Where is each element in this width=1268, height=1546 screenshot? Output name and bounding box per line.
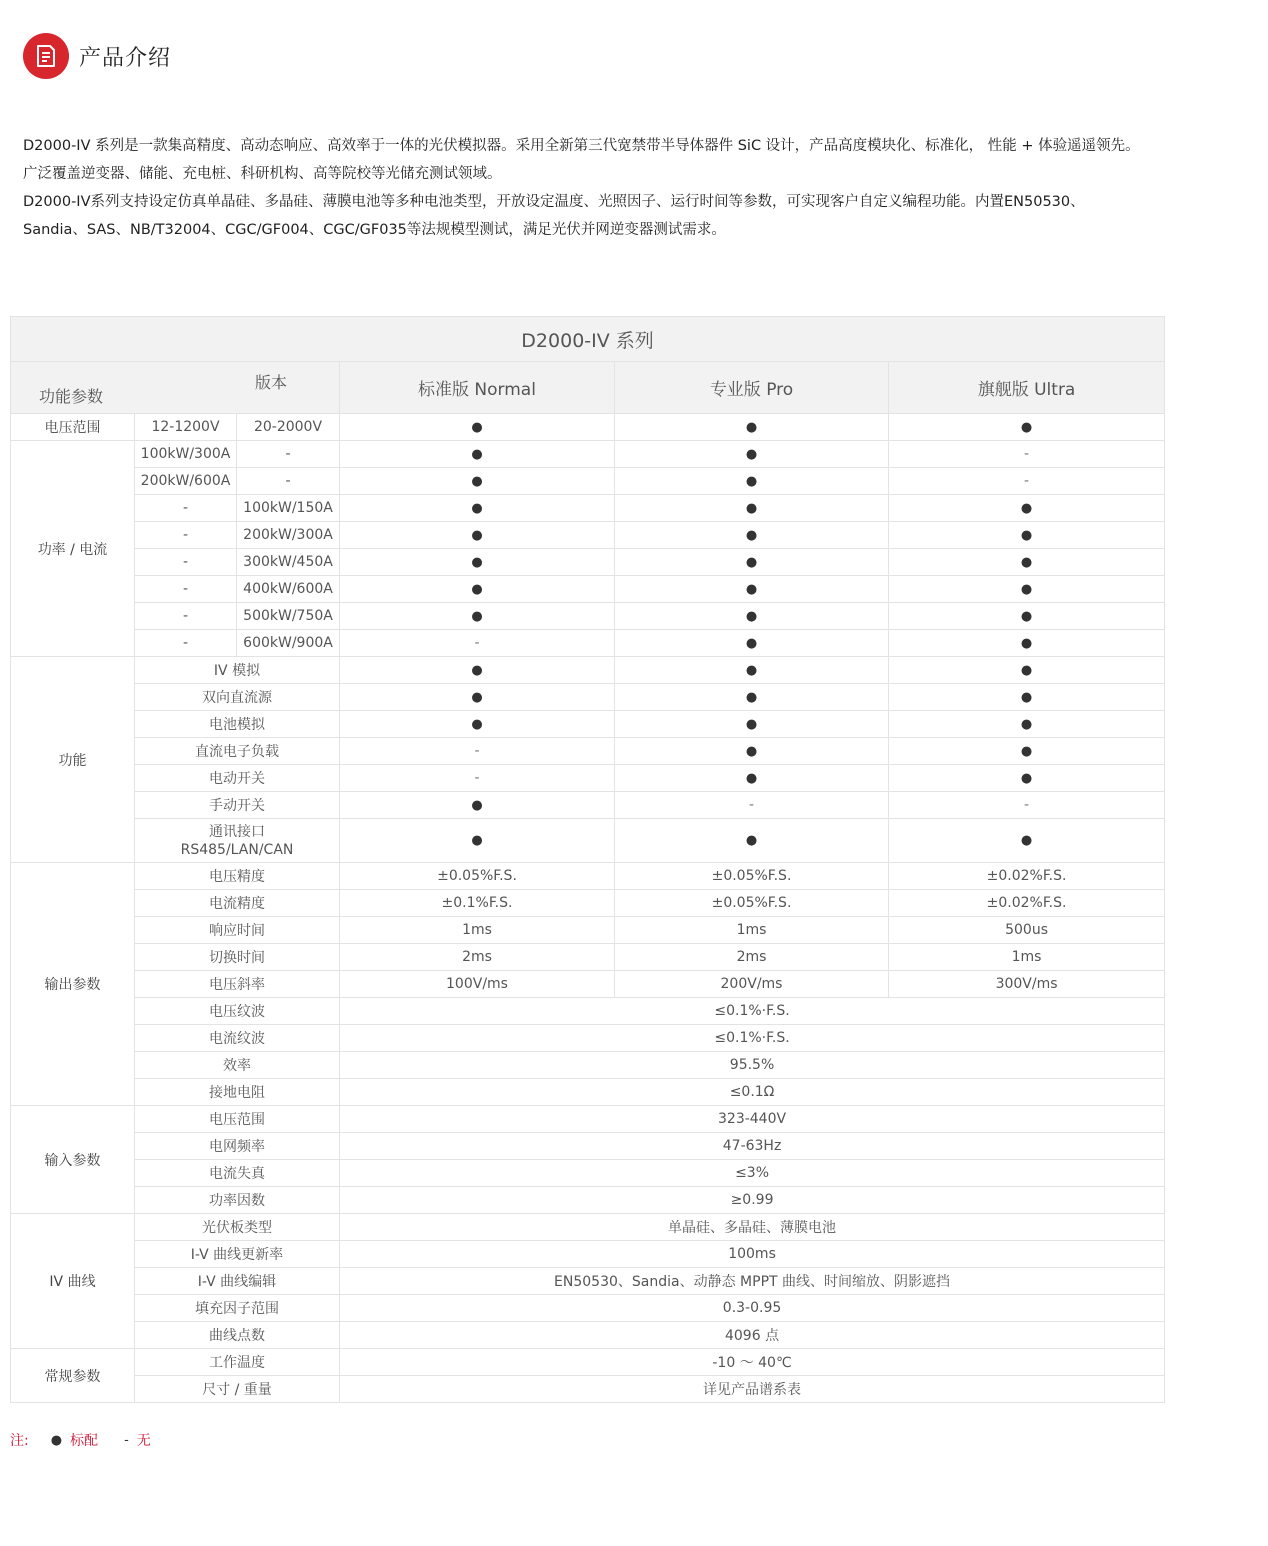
table-row: [11, 1376, 1165, 1403]
table-row: [11, 441, 1165, 468]
availability-mark: ●: [889, 630, 1165, 657]
param-value: -10 ～ 40℃: [340, 1349, 1165, 1376]
table-row: [11, 863, 1165, 890]
availability-mark: ●: [340, 549, 615, 576]
availability-mark: ●: [889, 819, 1165, 863]
voltage-range-1: 12-1200V: [135, 414, 237, 441]
corner-params-label: 功能参数: [39, 387, 104, 406]
table-row: [11, 765, 1165, 792]
param-value: ≤3%: [340, 1160, 1165, 1187]
param-name: I-V 曲线编辑: [135, 1268, 340, 1295]
param-name: 响应时间: [135, 917, 340, 944]
voltage-range-2: 20-2000V: [237, 414, 340, 441]
param-name: 电压范围: [135, 1106, 340, 1133]
param-name: 电压斜率: [135, 971, 340, 998]
param-value: 4096 点: [340, 1322, 1165, 1349]
table-row: [11, 684, 1165, 711]
power-rating-b: 600kW/900A: [237, 630, 340, 657]
param-name: 填充因子范围: [135, 1295, 340, 1322]
note-prefix: 注:: [10, 1433, 29, 1449]
table-row: [11, 738, 1165, 765]
param-name: [135, 819, 340, 863]
availability-mark: ●: [889, 522, 1165, 549]
param-value: 2ms: [615, 944, 889, 971]
availability-mark: ●: [340, 711, 615, 738]
availability-mark: ●: [889, 657, 1165, 684]
table-row: [11, 362, 1165, 414]
param-value: ±0.05%F.S.: [615, 863, 889, 890]
power-rating-a: -: [135, 630, 237, 657]
power-rating-b: 100kW/150A: [237, 495, 340, 522]
power-rating-a: 100kW/300A: [135, 441, 237, 468]
table-row: [11, 890, 1165, 917]
param-value: 323-440V: [340, 1106, 1165, 1133]
param-name: 曲线点数: [135, 1322, 340, 1349]
table-row: [11, 1268, 1165, 1295]
param-value: ≤0.1%·F.S.: [340, 998, 1165, 1025]
table-row: [11, 1295, 1165, 1322]
param-value: 详见产品谱系表: [340, 1376, 1165, 1403]
param-value: 0.3-0.95: [340, 1295, 1165, 1322]
availability-mark: ●: [889, 738, 1165, 765]
availability-mark: ●: [340, 819, 615, 863]
param-value: ±0.02%F.S.: [889, 863, 1165, 890]
table-row: [11, 1025, 1165, 1052]
power-rating-a: -: [135, 603, 237, 630]
spec-table: [10, 316, 1165, 1403]
table-row: [11, 1079, 1165, 1106]
table-row: [11, 998, 1165, 1025]
param-name: 直流电子负载: [135, 738, 340, 765]
power-rating-b: 300kW/450A: [237, 549, 340, 576]
availability-mark: ●: [340, 468, 615, 495]
param-name: 电压精度: [135, 863, 340, 890]
group-label: 功能: [11, 657, 135, 863]
availability-mark: ●: [615, 684, 889, 711]
param-name: 功率因数: [135, 1187, 340, 1214]
table-row: [11, 657, 1165, 684]
group-label: 功率 / 电流: [11, 441, 135, 657]
param-value: 100V/ms: [340, 971, 615, 998]
table-row: [11, 603, 1165, 630]
comm-interface-label: 通讯接口: [209, 823, 265, 840]
power-rating-a: -: [135, 549, 237, 576]
power-rating-b: 200kW/300A: [237, 522, 340, 549]
intro-text: [23, 132, 1253, 244]
availability-mark: ●: [889, 711, 1165, 738]
param-name: 电压纹波: [135, 998, 340, 1025]
group-label: IV 曲线: [11, 1214, 135, 1349]
intro-line: D2000-IV系列支持设定仿真单晶硅、多晶硅、薄膜电池等多种电池类型，开放设定温度、光照因子、运行时间等参数，可实现客户自定义编程功能。内置EN50530、: [23, 194, 1085, 210]
table-row: [11, 495, 1165, 522]
availability-mark: ●: [889, 684, 1165, 711]
table-row: [11, 1052, 1165, 1079]
param-value: 1ms: [615, 917, 889, 944]
availability-mark: ●: [340, 495, 615, 522]
param-name: 电网频率: [135, 1133, 340, 1160]
group-label: 常规参数: [11, 1349, 135, 1403]
table-row: [11, 549, 1165, 576]
table-row: [11, 792, 1165, 819]
param-name: 切换时间: [135, 944, 340, 971]
param-value: 单晶硅、多晶硅、薄膜电池: [340, 1214, 1165, 1241]
table-row: [11, 917, 1165, 944]
param-value: 200V/ms: [615, 971, 889, 998]
section-header: [23, 33, 171, 79]
group-label: 输入参数: [11, 1106, 135, 1214]
edition-header: 标准版 Normal: [340, 362, 615, 414]
param-value: 95.5%: [340, 1052, 1165, 1079]
param-name: 光伏板类型: [135, 1214, 340, 1241]
intro-line: Sandia、SAS、NB/T32004、CGC/GF004、CGC/GF035等法规模型测试，满足光伏并网逆变器测试需求。: [23, 222, 726, 238]
availability-mark: ●: [340, 576, 615, 603]
availability-mark: ●: [340, 522, 615, 549]
table-row: [11, 711, 1165, 738]
param-value: 100ms: [340, 1241, 1165, 1268]
availability-mark: ●: [889, 576, 1165, 603]
param-name: I-V 曲线更新率: [135, 1241, 340, 1268]
power-rating-b: 400kW/600A: [237, 576, 340, 603]
availability-mark: ●: [615, 495, 889, 522]
availability-mark: ●: [615, 522, 889, 549]
availability-mark: -: [340, 765, 615, 792]
param-value: ≤0.1Ω: [340, 1079, 1165, 1106]
param-value: ≤0.1%·F.S.: [340, 1025, 1165, 1052]
intro-line: D2000-IV 系列是一款集高精度、高动态响应、高效率于一体的光伏模拟器。采用全新第三代宽禁带半导体器件 SiC 设计，产品高度模块化、标准化， 性能 + 体验遥遥领先。: [23, 138, 1140, 154]
edition-header: 专业版 Pro: [615, 362, 889, 414]
availability-mark: ●: [615, 414, 889, 441]
power-rating-a: -: [135, 576, 237, 603]
availability-mark: ●: [340, 792, 615, 819]
table-row: [11, 317, 1165, 362]
power-rating-a: -: [135, 522, 237, 549]
availability-mark: ●: [615, 603, 889, 630]
param-name: 效率: [135, 1052, 340, 1079]
availability-mark: ●: [615, 441, 889, 468]
availability-mark: -: [889, 441, 1165, 468]
table-row: [11, 630, 1165, 657]
availability-mark: ●: [615, 576, 889, 603]
availability-mark: -: [340, 630, 615, 657]
param-value: EN50530、Sandia、动静态 MPPT 曲线、时间缩放、阴影遮挡: [340, 1268, 1165, 1295]
availability-mark: ●: [340, 603, 615, 630]
availability-mark: ●: [615, 738, 889, 765]
param-value: ±0.05%F.S.: [340, 863, 615, 890]
table-row: [11, 1214, 1165, 1241]
param-value: 2ms: [340, 944, 615, 971]
power-rating-a: -: [135, 495, 237, 522]
param-name: 电流失真: [135, 1160, 340, 1187]
param-value: 300V/ms: [889, 971, 1165, 998]
availability-mark: ●: [615, 630, 889, 657]
availability-mark: ●: [340, 414, 615, 441]
document-icon: [23, 33, 69, 79]
table-row: [11, 1187, 1165, 1214]
param-value: ±0.02%F.S.: [889, 890, 1165, 917]
section-title: 产品介绍: [79, 45, 172, 71]
param-name: 电池模拟: [135, 711, 340, 738]
availability-mark: -: [615, 792, 889, 819]
availability-mark: ●: [889, 414, 1165, 441]
power-rating-b: -: [237, 468, 340, 495]
group-label: 电压范围: [11, 414, 135, 441]
table-row: [11, 944, 1165, 971]
availability-mark: -: [889, 468, 1165, 495]
availability-mark: ●: [340, 684, 615, 711]
table-row: [11, 1322, 1165, 1349]
comm-interface-protocols: RS485/LAN/CAN: [180, 841, 294, 858]
param-name: 电动开关: [135, 765, 340, 792]
table-row: [11, 576, 1165, 603]
availability-mark: ●: [615, 711, 889, 738]
edition-header: 旗舰版 Ultra: [889, 362, 1165, 414]
param-name: 接地电阻: [135, 1079, 340, 1106]
availability-mark: ●: [889, 549, 1165, 576]
param-value: 500us: [889, 917, 1165, 944]
dot-label: 标配: [70, 1433, 99, 1449]
dot-symbol: ●: [50, 1432, 63, 1448]
availability-mark: -: [340, 738, 615, 765]
param-value: 1ms: [340, 917, 615, 944]
corner-version-label: 版本: [254, 373, 287, 392]
param-name: 工作温度: [135, 1349, 340, 1376]
availability-mark: ●: [615, 468, 889, 495]
availability-mark: ●: [889, 603, 1165, 630]
param-name: 电流精度: [135, 890, 340, 917]
table-row: [11, 971, 1165, 998]
param-name: 手动开关: [135, 792, 340, 819]
table-row: [11, 522, 1165, 549]
availability-mark: -: [889, 792, 1165, 819]
availability-mark: ●: [889, 495, 1165, 522]
availability-mark: ●: [615, 765, 889, 792]
table-row: [11, 1241, 1165, 1268]
availability-mark: ●: [340, 441, 615, 468]
param-name: 尺寸 / 重量: [135, 1376, 340, 1403]
param-name: 电流纹波: [135, 1025, 340, 1052]
table-title: D2000-IV 系列: [11, 317, 1165, 362]
legend-note: [10, 1430, 157, 1450]
intro-line: 广泛覆盖逆变器、储能、充电桩、科研机构、高等院校等光储充测试领域。: [23, 166, 502, 182]
availability-mark: ●: [615, 819, 889, 863]
availability-mark: ●: [889, 765, 1165, 792]
table-row: [11, 1349, 1165, 1376]
param-name: IV 模拟: [135, 657, 340, 684]
group-label: 输出参数: [11, 863, 135, 1106]
table-row: [11, 414, 1165, 441]
power-rating-a: 200kW/600A: [135, 468, 237, 495]
availability-mark: ●: [615, 549, 889, 576]
param-value: 1ms: [889, 944, 1165, 971]
availability-mark: ●: [615, 657, 889, 684]
table-row: [11, 1106, 1165, 1133]
table-row: [11, 1133, 1165, 1160]
power-rating-b: -: [237, 441, 340, 468]
dash-label: 无: [136, 1433, 151, 1449]
param-name: 双向直流源: [135, 684, 340, 711]
param-value: ±0.05%F.S.: [615, 890, 889, 917]
param-value: ≥0.99: [340, 1187, 1165, 1214]
table-row: [11, 1160, 1165, 1187]
dash-symbol: -: [124, 1432, 129, 1448]
table-row: [11, 468, 1165, 495]
param-value: ±0.1%F.S.: [340, 890, 615, 917]
table-corner: [11, 362, 340, 414]
param-value: 47-63Hz: [340, 1133, 1165, 1160]
power-rating-b: 500kW/750A: [237, 603, 340, 630]
availability-mark: ●: [340, 657, 615, 684]
table-row: [11, 819, 1165, 863]
